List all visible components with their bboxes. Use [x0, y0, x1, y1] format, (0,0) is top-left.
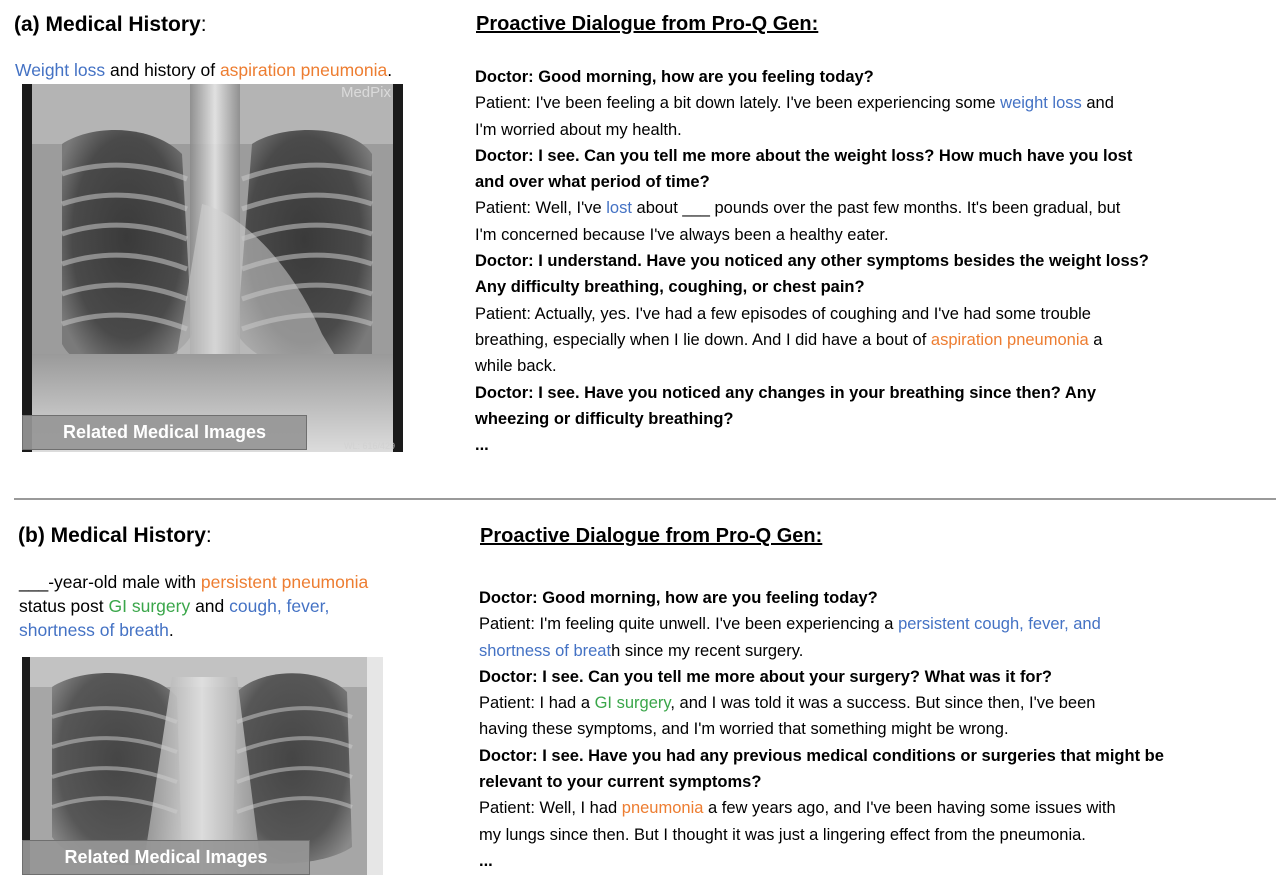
patient-line: [479, 716, 1164, 742]
history-term: shortness of breath: [19, 620, 169, 640]
dialogue-text: my lungs since then. But I thought it was just a lingering effect from the pneumonia.: [479, 825, 1086, 844]
dialogue-title-b: Proactive Dialogue from Pro-Q Gen:: [480, 525, 823, 547]
doctor-line: [479, 664, 1164, 690]
dialogue-text: ...: [475, 436, 489, 455]
dialogue-text: wheezing or difficulty breathing?: [475, 409, 734, 428]
doctor-line: [475, 274, 1149, 300]
dialogue-text: Doctor: I understand. Have you noticed any other symptoms besides the weight loss?: [475, 252, 1149, 271]
doctor-line: [475, 432, 1149, 458]
doctor-line: [475, 406, 1149, 432]
dialogue-text: Patient: I had a: [479, 694, 595, 713]
highlighted-term: GI surgery: [594, 694, 671, 713]
patient-line: [475, 195, 1149, 221]
panel-b-title: Medical History: [50, 524, 206, 547]
dialogue-text: breathing, especially when I lie down. And I did have a bout of: [475, 330, 931, 349]
dialogue-text: having these symptoms, and I'm worried that something might be wrong.: [479, 720, 1009, 739]
dialogue-text: Any difficulty breathing, coughing, or chest pain?: [475, 278, 865, 297]
doctor-line: [475, 143, 1149, 169]
panel-b-heading: [18, 523, 212, 549]
history-line: [19, 594, 368, 618]
dialogue-text: Doctor: I see. Have you noticed any changes in your breathing since then? Any: [475, 383, 1097, 402]
history-term: cough, fever,: [229, 596, 330, 616]
doctor-line: [479, 769, 1164, 795]
dialogue-text: h since my recent surgery.: [611, 641, 804, 660]
history-line: [19, 570, 368, 594]
dialogue-text: Patient: Well, I had: [479, 799, 622, 818]
patient-line: [475, 117, 1149, 143]
related-images-caption-b: Related Medical Images: [22, 840, 310, 875]
patient-line: [479, 611, 1164, 637]
highlighted-term: shortness of breat: [479, 641, 612, 660]
dialogue-text: Doctor: Good morning, how are you feeling today?: [475, 68, 874, 86]
highlighted-term: lost: [606, 199, 632, 218]
doctor-line: [479, 848, 1164, 874]
dialogue-text: Patient: I'm feeling quite unwell. I've been experiencing a: [479, 615, 899, 634]
doctor-line: [475, 169, 1149, 195]
patient-line: [479, 690, 1164, 716]
chest-xray-image-a: [22, 84, 403, 452]
dialogue-text: Patient: Well, I've: [475, 199, 607, 218]
history-text: and history of: [105, 60, 220, 80]
history-line: [19, 618, 368, 642]
history-text: ___-year-old male with: [19, 572, 201, 592]
panel-a-history: [15, 58, 392, 82]
doctor-line: [479, 743, 1164, 769]
history-text: status post: [19, 596, 109, 616]
panel-a-title: Medical History: [45, 13, 201, 36]
history-term-aspiration-pneumonia: aspiration pneumonia: [219, 60, 388, 80]
patient-line: [475, 222, 1149, 248]
dialogue-text: ...: [479, 851, 493, 870]
chest-xray-a-graphic: [22, 84, 403, 452]
history-term: GI surgery: [108, 596, 191, 616]
history-term: persistent pneumonia: [200, 572, 369, 592]
dialogue-text: I'm concerned because I've always been a healthy eater.: [475, 225, 889, 244]
dialogue-text: Doctor: I see. Have you had any previous medical conditions or surgeries that might be: [479, 746, 1164, 765]
panel-a-colon: :: [200, 13, 207, 36]
dialogue-text: a: [1088, 330, 1103, 349]
patient-line: [475, 327, 1149, 353]
dialogue-text: relevant to your current symptoms?: [479, 773, 762, 792]
dialogue-text: Doctor: Good morning, how are you feeling today?: [479, 589, 878, 607]
dialogue-text: and: [1081, 94, 1114, 113]
patient-line: [475, 353, 1149, 379]
panel-b-history: [19, 570, 368, 642]
panel-a-heading: [14, 12, 207, 38]
highlighted-term: pneumonia: [621, 799, 704, 818]
doctor-line: [475, 380, 1149, 406]
dialogue-text: and over what period of time?: [475, 173, 710, 192]
panel-a-label: (a): [14, 13, 40, 36]
dialogue-text: Doctor: I see. Can you tell me more about your surgery? What was it for?: [479, 667, 1053, 686]
dialogue-text: a few years ago, and I've been having some issues with: [703, 799, 1116, 818]
dialogue-text: Doctor: I see. Can you tell me more about the weight loss? How much have you lost: [475, 146, 1133, 165]
doctor-line: [475, 248, 1149, 274]
patient-line: [479, 822, 1164, 848]
image-corner-text: WL: 616/429: [343, 441, 395, 451]
patient-line: [475, 301, 1149, 327]
related-images-caption-a: Related Medical Images: [22, 415, 307, 450]
dialogue-text: while back.: [475, 357, 557, 376]
highlighted-term: persistent cough, fever, and: [898, 615, 1101, 634]
dialogue-title-a: Proactive Dialogue from Pro-Q Gen:: [476, 13, 819, 35]
dialogue-b: [479, 585, 1164, 874]
panel-b-label: (b): [18, 524, 45, 547]
history-text: .: [168, 620, 174, 640]
doctor-line: [479, 585, 1164, 611]
patient-line: [475, 90, 1149, 116]
history-text: and: [190, 596, 230, 616]
highlighted-term: aspiration pneumonia: [930, 330, 1089, 349]
doctor-line: [475, 64, 1149, 90]
patient-line: [479, 638, 1164, 664]
section-divider: [14, 498, 1276, 500]
dialogue-text: I'm worried about my health.: [475, 120, 682, 139]
dialogue-a: [475, 64, 1149, 458]
highlighted-term: weight loss: [1000, 94, 1082, 113]
patient-line: [479, 795, 1164, 821]
chest-xray-image-b: [22, 657, 383, 875]
panel-b-colon: :: [205, 524, 212, 547]
dialogue-text: Patient: I've been feeling a bit down lately. I've been experiencing some: [475, 94, 1001, 113]
history-term-weight-loss: Weight loss: [15, 60, 106, 80]
dialogue-text: Patient: Actually, yes. I've had a few episodes of coughing and I've had some trouble: [475, 304, 1091, 323]
medpix-watermark: MedPix: [340, 84, 391, 101]
dialogue-text: about ___ pounds over the past few months. It's been gradual, but: [631, 199, 1121, 218]
history-period: .: [387, 60, 393, 80]
dialogue-text: , and I was told it was a success. But since then, I've been: [670, 694, 1096, 713]
